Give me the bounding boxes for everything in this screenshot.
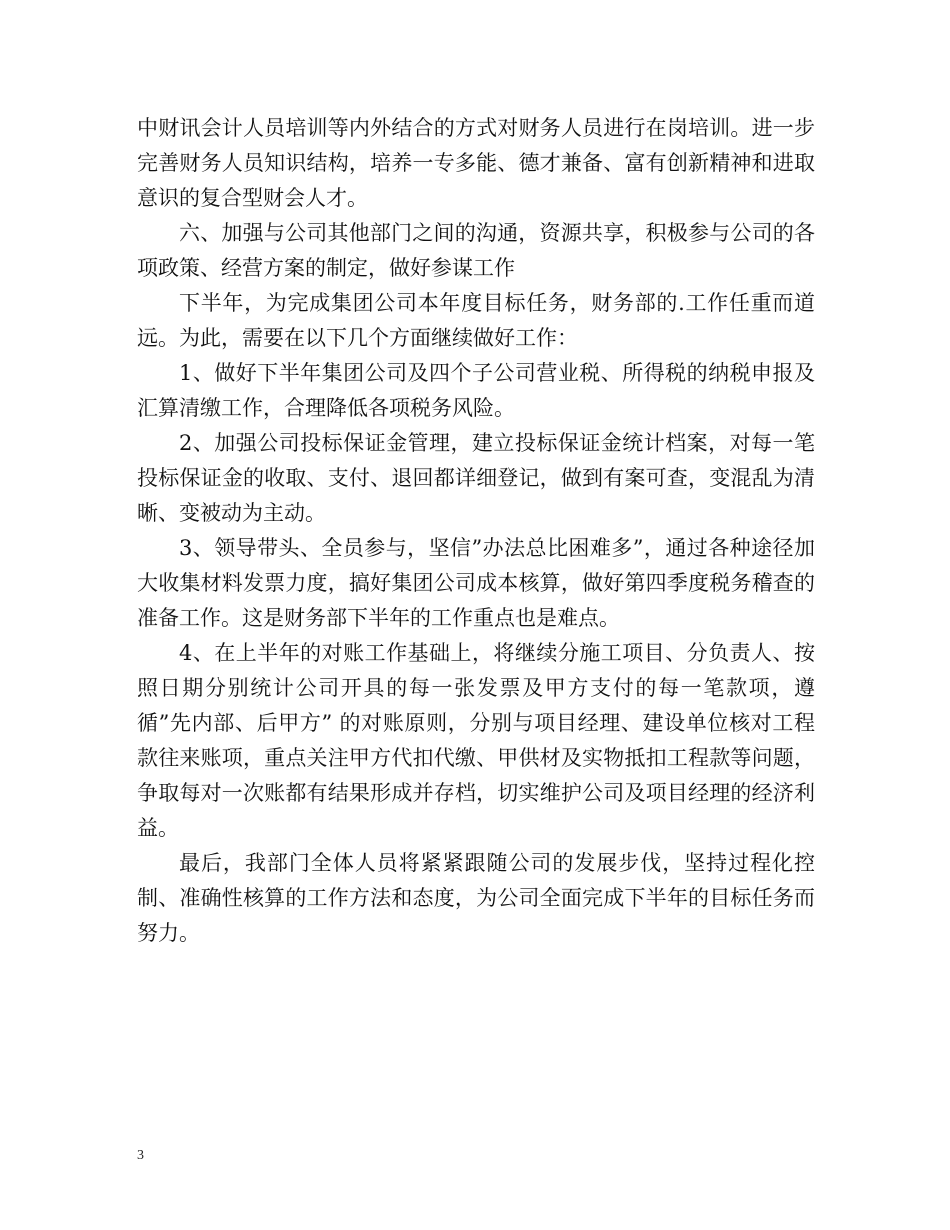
paragraph-item-1-tax: 1、做好下半年集团公司及四个子公司营业税、所得税的纳税申报及汇算清缴工作，合理降低各项税务风险。 xyxy=(137,361,815,420)
paragraph-item-4-reconciliation: 4、在上半年的对账工作基础上，将继续分施工项目、分负责人、按照日期分别统计公司开具的每一张发票及甲方支付的每一笔款项，遵循”先内部、后甲方” 的对账原则，分别与项目经理、建设单位核对工程款往来账项，重点关注甲方代扣代缴、甲供材及实物抵扣工程款等问题，争取每对一次账都有结果形成并存档，切实维护公司及项目经理的经济利益。 xyxy=(137,641,815,840)
paragraph-section-six-heading: 六、加强与公司其他部门之间的沟通，资源共享，积极参与公司的各项政策、经营方案的制定，做好参谋工作 xyxy=(137,221,815,280)
paragraph-continued-training: 中财讯会计人员培训等内外结合的方式对财务人员进行在岗培训。进一步完善财务人员知识结构，培养一专多能、德才兼备、富有创新精神和进取意识的复合型财会人才。 xyxy=(137,116,815,210)
page-number: 3 xyxy=(137,1148,144,1163)
document-body xyxy=(137,111,815,951)
paragraph-item-3-invoices: 3、领导带头、全员参与，坚信”办法总比困难多”，通过各种途径加大收集材料发票力度，搞好集团公司成本核算，做好第四季度税务稽查的准备工作。这是财务部下半年的工作重点也是难点。 xyxy=(137,536,815,630)
paragraph-second-half-intro: 下半年，为完成集团公司本年度目标任务，财务部的.工作任重而道远。为此，需要在以下几个方面继续做好工作： xyxy=(137,291,815,350)
paragraph-item-2-bid-deposit: 2、加强公司投标保证金管理，建立投标保证金统计档案，对每一笔投标保证金的收取、支付、退回都详细登记，做到有案可查，变混乱为清晰、变被动为主动。 xyxy=(137,431,815,525)
paragraph-conclusion: 最后，我部门全体人员将紧紧跟随公司的发展步伐，坚持过程化控制、准确性核算的工作方法和态度，为公司全面完成下半年的目标任务而努力。 xyxy=(137,851,815,945)
